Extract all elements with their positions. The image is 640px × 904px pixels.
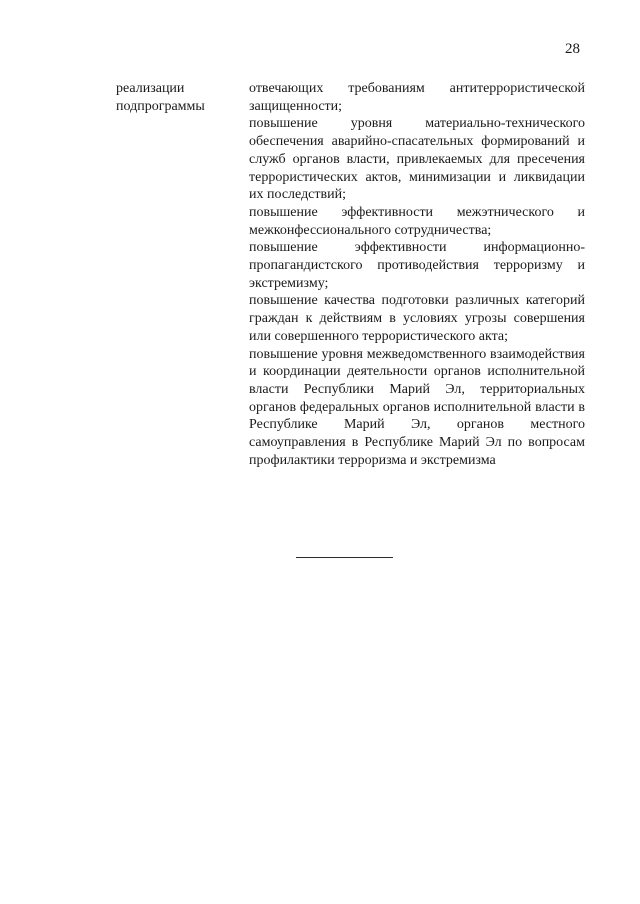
expected-results-list bbox=[249, 80, 585, 469]
end-separator-line bbox=[296, 557, 393, 558]
list-item: отвечающих требованиям антитеррористической защищенности; bbox=[249, 81, 585, 114]
label-line-2: подпрограммы bbox=[116, 98, 205, 114]
label-line-1: реализации bbox=[116, 81, 185, 96]
list-item: повышение уровня материально-технического обеспечения аварийно-спасательных формирований и служб органов власти, привлекаемых для пресечения террористических актов, минимизации и ликвидации их последствий; bbox=[249, 116, 585, 203]
page-number: 28 bbox=[565, 41, 580, 57]
list-item: повышение уровня межведомственного взаимодействия и координации деятельности органов исполнительной власти Республики Марий Эл, территориальных органов федеральных органов исполнительной власти в Республике Марий Эл, органов местного самоуправления в Республике Марий Эл по вопросам профилактики терроризма и экстремизма bbox=[249, 346, 585, 468]
list-item: повышение качества подготовки различных категорий граждан к действиям в условиях угрозы совершения или совершенного террористического акта; bbox=[249, 293, 585, 344]
list-item: повышение эффективности межэтнического и межконфессионального сотрудничества; bbox=[249, 204, 585, 238]
table-row-label bbox=[116, 80, 238, 115]
list-item: повышение эффективности информационно-пропагандистского противодействия терроризму и экстремизму; bbox=[249, 240, 585, 291]
